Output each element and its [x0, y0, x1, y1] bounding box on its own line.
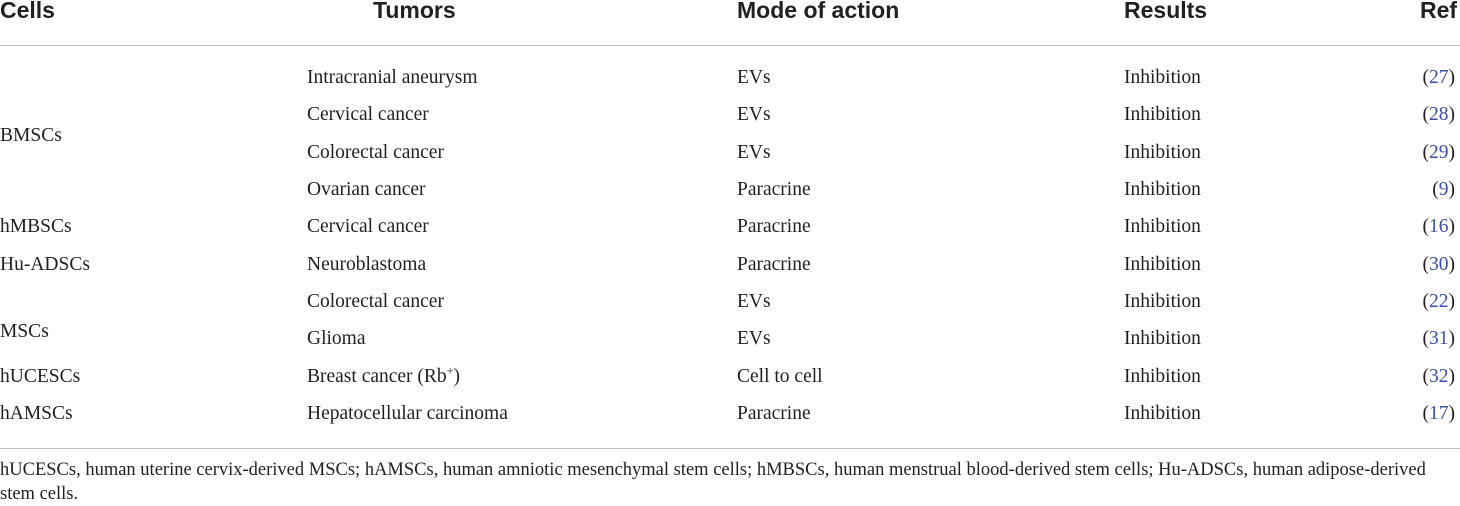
tumor-cell: Cervical cancer: [307, 104, 429, 125]
group-label: hUCESCs: [0, 366, 81, 387]
header-rule: [0, 45, 1460, 46]
ref-cell: (32): [1422, 366, 1455, 387]
group-label: hAMSCs: [0, 403, 73, 424]
footer-rule: [0, 448, 1460, 449]
tumor-cell: [307, 365, 460, 389]
tumor-cell: Glioma: [307, 328, 366, 349]
tumor-superscript: +: [446, 363, 454, 378]
mode-cell: EVs: [737, 67, 771, 88]
ref-link[interactable]: 22: [1429, 291, 1449, 312]
result-cell: Inhibition: [1124, 403, 1201, 424]
tumor-cell: Ovarian cancer: [307, 179, 426, 200]
ref-link[interactable]: 17: [1429, 403, 1449, 424]
ref-link[interactable]: 27: [1429, 67, 1449, 88]
tumor-cell: Hepatocellular carcinoma: [307, 403, 508, 424]
group-label: MSCs: [0, 321, 49, 342]
header-cells: Cells: [0, 0, 55, 23]
group-label: BMSCs: [0, 125, 62, 146]
ref-cell: (31): [1422, 328, 1455, 349]
tumor-cell: Intracranial aneurysm: [307, 67, 478, 88]
mode-cell: Paracrine: [737, 179, 811, 200]
result-cell: Inhibition: [1124, 366, 1201, 387]
header-mode: Mode of action: [737, 0, 900, 23]
mode-cell: Paracrine: [737, 403, 811, 424]
result-cell: Inhibition: [1124, 179, 1201, 200]
ref-link[interactable]: 32: [1429, 366, 1449, 387]
tumor-cell: Neuroblastoma: [307, 254, 427, 275]
result-cell: Inhibition: [1124, 328, 1201, 349]
ref-cell: (22): [1422, 291, 1455, 312]
ref-cell: (28): [1422, 104, 1455, 125]
ref-link[interactable]: 29: [1429, 142, 1449, 163]
tumor-text-end: ): [453, 366, 460, 387]
header-ref: Ref: [1420, 0, 1458, 23]
result-cell: Inhibition: [1124, 142, 1201, 163]
mode-cell: EVs: [737, 291, 771, 312]
ref-cell: (9): [1432, 179, 1455, 200]
ref-link[interactable]: 30: [1429, 254, 1449, 275]
mode-cell: EVs: [737, 104, 771, 125]
result-cell: Inhibition: [1124, 104, 1201, 125]
ref-cell: (27): [1422, 67, 1455, 88]
mode-cell: Paracrine: [737, 216, 811, 237]
header-results: Results: [1124, 0, 1208, 23]
ref-cell: (30): [1422, 254, 1455, 275]
header-tumors: Tumors: [373, 0, 456, 23]
tumor-text: Breast cancer (Rb: [307, 366, 447, 387]
ref-cell: (16): [1422, 216, 1455, 237]
mode-cell: EVs: [737, 328, 771, 349]
table-header: [0, 0, 1460, 30]
ref-link[interactable]: 9: [1438, 179, 1449, 200]
group-label: Hu-ADSCs: [0, 254, 90, 275]
group-label: hMBSCs: [0, 216, 72, 237]
tumor-cell: Cervical cancer: [307, 216, 429, 237]
ref-cell: (29): [1422, 142, 1455, 163]
ref-link[interactable]: 16: [1429, 216, 1449, 237]
mode-cell: Paracrine: [737, 254, 811, 275]
mode-cell: Cell to cell: [737, 366, 823, 387]
ref-link[interactable]: 28: [1429, 104, 1449, 125]
mode-cell: EVs: [737, 142, 771, 163]
tumor-cell: Colorectal cancer: [307, 291, 444, 312]
tumor-cell: Colorectal cancer: [307, 142, 444, 163]
ref-cell: (17): [1422, 403, 1455, 424]
result-cell: Inhibition: [1124, 291, 1201, 312]
ref-link[interactable]: 31: [1429, 328, 1449, 349]
result-cell: Inhibition: [1124, 67, 1201, 88]
result-cell: Inhibition: [1124, 216, 1201, 237]
result-cell: Inhibition: [1124, 254, 1201, 275]
table-footnote: hUCESCs, human uterine cervix-derived MSCs; hAMSCs, human amniotic mesenchymal stem cells; hMBSCs, human menstrual blood-derived stem cells; Hu-ADSCs, human adipose-derived stem cells.: [0, 460, 1426, 504]
